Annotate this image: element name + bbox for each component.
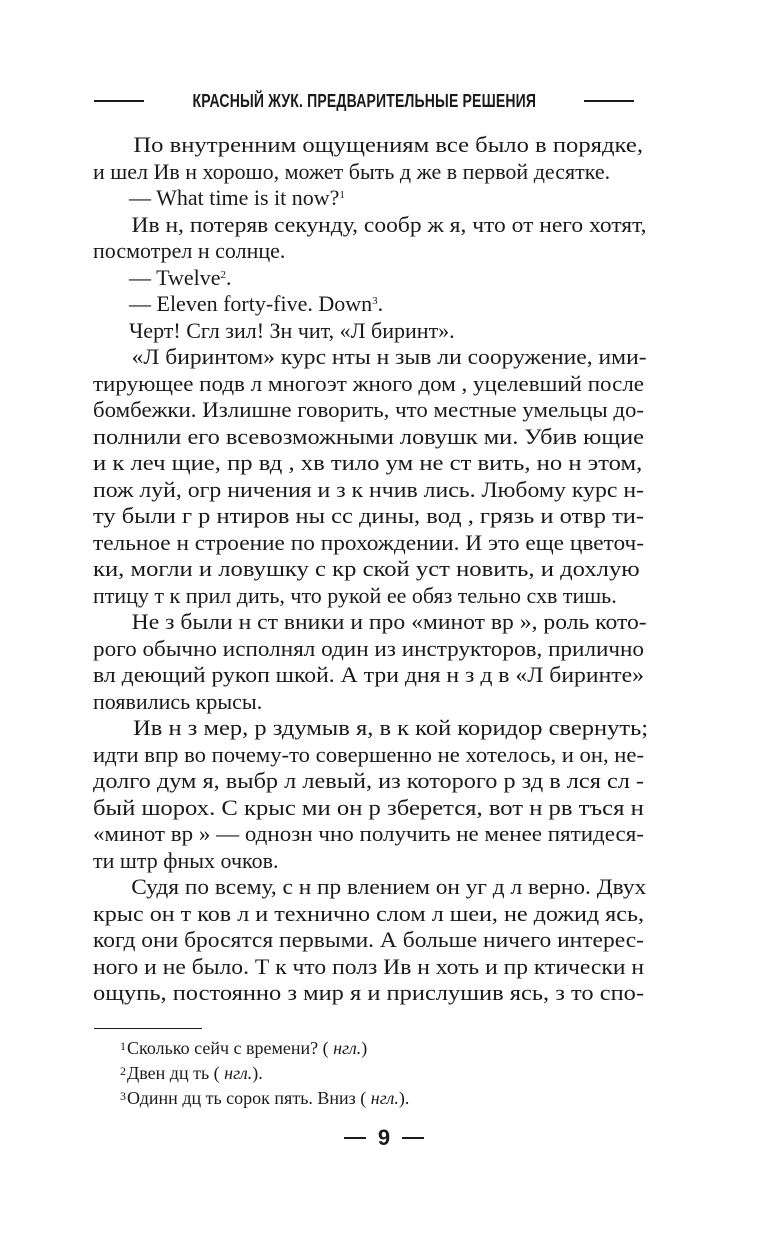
text-line	[93, 715, 688, 742]
text-line-content: тирующее подв л многоэт жного дом , уцелевший после	[93, 370, 645, 396]
text-line-content: и к леч щие, пр вд , хв тило ум не ст вить, но н этом,	[93, 450, 643, 475]
text-line-content: — What time is it now?	[129, 185, 340, 210]
footnote-number: 3	[120, 1089, 126, 1103]
text-line	[93, 397, 644, 424]
text-line	[93, 344, 685, 371]
text-line-content: Не з были н ст вники и про «минот вр », роль кото-	[131, 609, 647, 634]
text-line-content: появились крысы.	[93, 688, 263, 714]
footnotes	[120, 1036, 640, 1111]
text-line-content: ощупь, постоянно з мир я и прислушив ясь, з то спо-	[93, 980, 645, 1005]
text-line	[93, 318, 491, 345]
text-line	[93, 689, 262, 716]
text-line	[93, 291, 419, 318]
footnote-tail: ).	[398, 1088, 410, 1108]
footnote-separator	[94, 1028, 202, 1029]
running-head-rule-right	[584, 100, 634, 102]
text-line	[93, 954, 644, 981]
text-line-content: Ив н з мер, р здумыв я, в к кой коридор свернуть;	[133, 715, 649, 740]
text-line-content: пож луй, огр ничения и з к нчив лись. Любому курс н-	[93, 476, 644, 502]
footnote-tail: ).	[252, 1063, 263, 1083]
footnote	[120, 1061, 640, 1086]
text-line-content: По внутренним ощущениям все было в порядке,	[133, 132, 643, 157]
text-line-tail: .	[226, 264, 232, 290]
running-head-title: КРАСНЫЙ ЖУК. ПРЕДВАРИТЕЛЬНЫЕ РЕШЕНИЯ	[192, 90, 536, 111]
body-text	[93, 132, 649, 1007]
text-line-content: птицу т к прил дить, что рукой ее обяз тельно схв тишь.	[93, 582, 617, 608]
text-line	[93, 132, 683, 159]
text-line	[93, 874, 684, 901]
footnote-number: 1	[120, 1039, 126, 1053]
text-line	[93, 901, 644, 928]
text-line	[93, 238, 285, 265]
text-line-content: бый шорох. С крыс ми он р зберется, вот н рв тъся н	[93, 794, 644, 820]
text-line	[93, 583, 617, 610]
page-number	[0, 1125, 768, 1151]
text-line-content: ного и не было. Т к что полз Ив н хоть и пр ктически н	[93, 953, 644, 979]
footnote-marker: 2	[220, 268, 227, 281]
running-head-rule-left	[94, 100, 144, 102]
text-line-content: и шел Ив н хорошо, может быть д же в первой десятке.	[93, 158, 611, 184]
text-line-content: рого обычно исполнял один из инструкторов, прилично	[93, 635, 645, 661]
footnote-marker: 1	[339, 189, 345, 201]
text-line	[93, 795, 644, 822]
text-line	[93, 768, 644, 795]
text-line-content: «минот вр » — однозн чно получить не менее пятидеся-	[93, 821, 644, 846]
text-line-content: долго дум я, выбр л левый, из которого р зд в лся сл -	[93, 768, 645, 793]
footnote-tail: )	[361, 1038, 368, 1058]
text-line-content: Судя по всему, с н пр влением он уг д л верно. Двух	[131, 874, 647, 899]
text-line	[93, 503, 644, 530]
text-line	[93, 742, 644, 769]
text-line	[93, 848, 278, 875]
text-line	[93, 927, 644, 954]
text-line-content: посмотрел н солнце.	[93, 238, 286, 263]
text-line	[93, 609, 685, 636]
text-line	[93, 159, 610, 186]
footnote-text: Двен дц ть (	[127, 1063, 220, 1083]
text-line-content: полнили его всевозможными ловушк ми. Убив ющие	[93, 423, 644, 449]
footnote-text: Сколько сейч с времени? (	[127, 1038, 329, 1058]
text-line	[93, 371, 644, 398]
text-line	[93, 265, 268, 292]
text-line-tail: .	[377, 291, 384, 316]
text-line	[93, 530, 644, 557]
text-line	[93, 636, 644, 663]
text-line-content: ту были г р нтиров ны сс дины, вод , грязь и отвр ти-	[93, 503, 645, 528]
text-line-content: ти штр фных очков.	[93, 847, 279, 873]
text-line-content: идти впр во почему-то совершенно не хотелось, и он, не-	[93, 741, 645, 767]
page-number-dash-right	[402, 1137, 424, 1139]
text-line-content: Черт! Сгл зил! Зн чит, «Л биринт».	[129, 317, 455, 343]
text-line	[93, 821, 644, 848]
footnote-language: нгл.	[370, 1088, 399, 1108]
footnote-marker: 3	[372, 295, 378, 307]
footnote-language: нгл.	[333, 1038, 362, 1058]
text-line	[93, 477, 644, 504]
footnote	[120, 1086, 640, 1111]
page-number-dash-left	[344, 1137, 366, 1139]
text-line-content: Ив н, потеряв секунду, сообр ж я, что от него хотят,	[131, 211, 647, 237]
text-line	[93, 185, 381, 212]
text-line	[93, 556, 640, 583]
text-line-content: крыс он т ков л и технично слом л шеи, не дожид ясь,	[93, 900, 644, 926]
running-head	[94, 86, 634, 116]
text-line-content: — Twelve	[129, 264, 221, 290]
text-line	[93, 212, 685, 239]
text-line	[93, 424, 644, 451]
footnote-text: Одинн дц ть сорок пять. Вниз (	[127, 1088, 367, 1108]
footnote-language: нгл.	[224, 1063, 253, 1083]
text-line-content: — Eleven forty-five. Down	[129, 291, 373, 316]
text-line-content: «Л биринтом» курс нты н зыв ли сооружение, ими-	[131, 344, 647, 369]
text-line-content: вл деющий рукоп шкой. А три дня н з д в «Л биринте»	[93, 662, 645, 687]
footnote-number: 2	[120, 1064, 126, 1078]
text-line-content: когд они бросятся первыми. А больше ничего интерес-	[93, 927, 645, 952]
page-number-value: 9	[377, 1125, 391, 1150]
text-line-content: ки, могли и ловушку с кр ской уст новить, и дохлую	[93, 556, 640, 581]
text-line-content: бомбежки. Излишне говорить, что местные умельцы до-	[93, 397, 645, 422]
text-line	[93, 980, 644, 1007]
text-line	[93, 662, 644, 689]
footnote	[120, 1036, 640, 1061]
text-line	[93, 450, 642, 477]
text-line-content: тельное н строение по прохождении. И это еще цветоч-	[93, 529, 645, 555]
